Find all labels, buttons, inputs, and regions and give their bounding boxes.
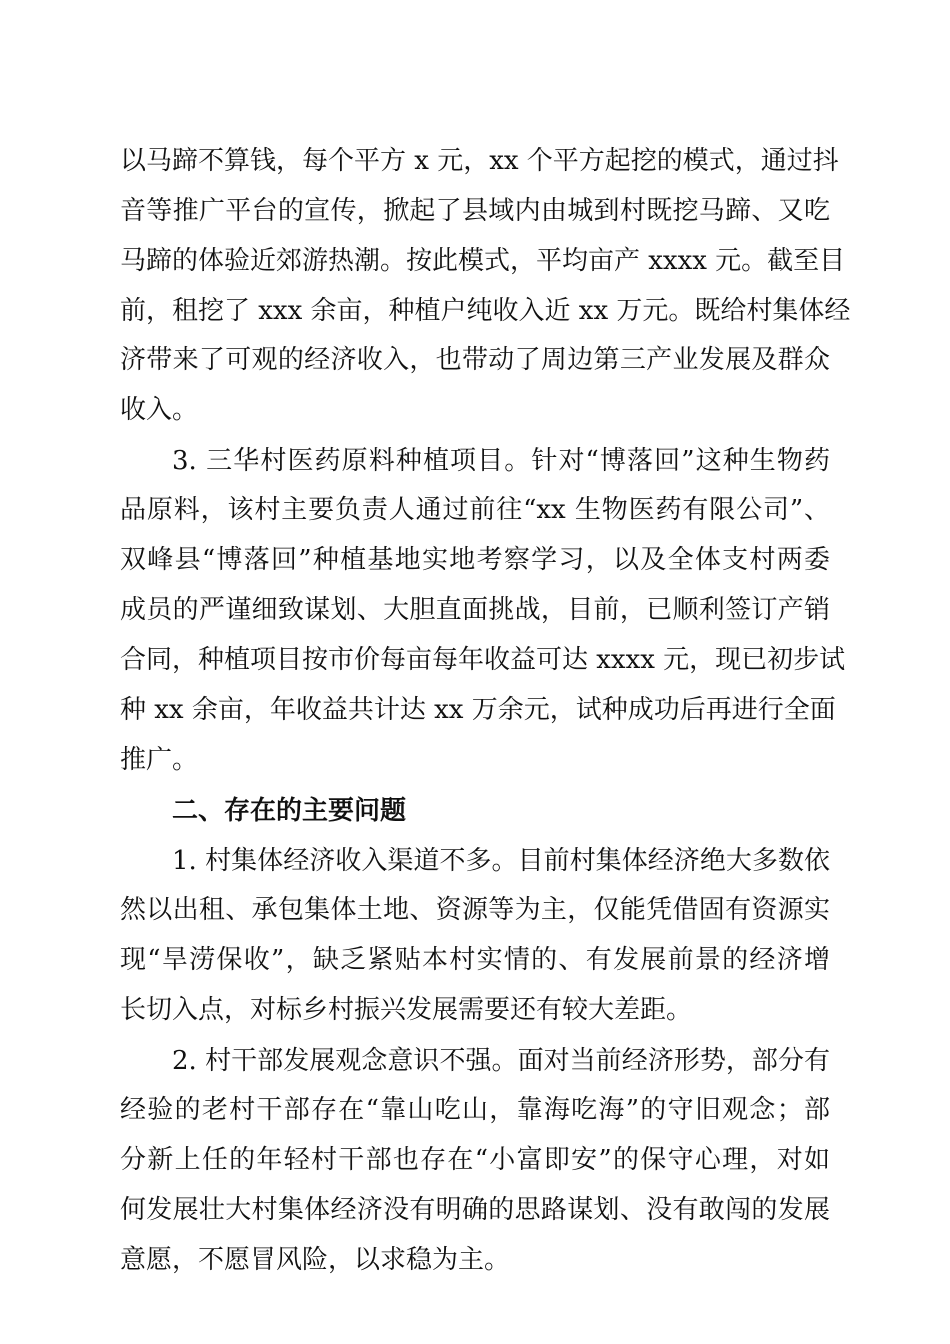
body-line: 以马蹄不算钱，每个平方 x 元，xx 个平方起挖的模式，通过抖 [120,146,839,176]
body-line: 推广。 [120,745,199,775]
body-line: 现“旱涝保收”，缺乏紧贴本村实情的、有发展前景的经济增 [120,945,830,975]
body-line: 品原料，该村主要负责人通过前往“xx 生物医药有限公司”、 [120,495,830,525]
body-line: 分新上任的年轻村干部也存在“小富即安”的保守心理，对如 [120,1145,830,1175]
paragraph-item-1-start: 1. 村集体经济收入渠道不多。目前村集体经济绝大多数依 [172,846,830,876]
body-line: 前，租挖了 xxx 余亩，种植户纯收入近 xx 万元。既给村集体经 [120,296,851,326]
body-line: 然以出租、承包集体土地、资源等为主，仅能凭借固有资源实 [120,895,830,925]
body-line: 成员的严谨细致谋划、大胆直面挑战，目前，已顺利签订产销 [120,595,830,625]
section-heading: 二、存在的主要问题 [172,796,407,826]
body-line: 意愿，不愿冒风险，以求稳为主。 [120,1245,511,1275]
body-line: 济带来了可观的经济收入，也带动了周边第三产业发展及群众 [120,345,830,375]
body-line: 何发展壮大村集体经济没有明确的思路谋划、没有敢闯的发展 [120,1195,830,1225]
body-line: 种 xx 余亩，年收益共计达 xx 万余元，试种成功后再进行全面 [120,695,836,725]
body-line: 收入。 [120,395,199,425]
paragraph-item-2-start: 2. 村干部发展观念意识不强。面对当前经济形势，部分有 [172,1046,830,1076]
body-line: 长切入点，对标乡村振兴发展需要还有较大差距。 [120,995,693,1025]
body-line: 经验的老村干部存在“靠山吃山，靠海吃海”的守旧观念；部 [120,1095,830,1125]
body-line: 双峰县“博落回”种植基地实地考察学习，以及全体支村两委 [120,545,830,575]
body-line: 音等推广平台的宣传，掀起了县域内由城到村既挖马蹄、又吃 [120,196,830,226]
paragraph-item-3-start: 3. 三华村医药原料种植项目。针对“博落回”这种生物药 [172,446,830,476]
body-line: 合同，种植项目按市价每亩每年收益可达 xxxx 元，现已初步试 [120,645,846,675]
body-line: 马蹄的体验近郊游热潮。按此模式，平均亩产 xxxx 元。截至目 [120,246,846,276]
